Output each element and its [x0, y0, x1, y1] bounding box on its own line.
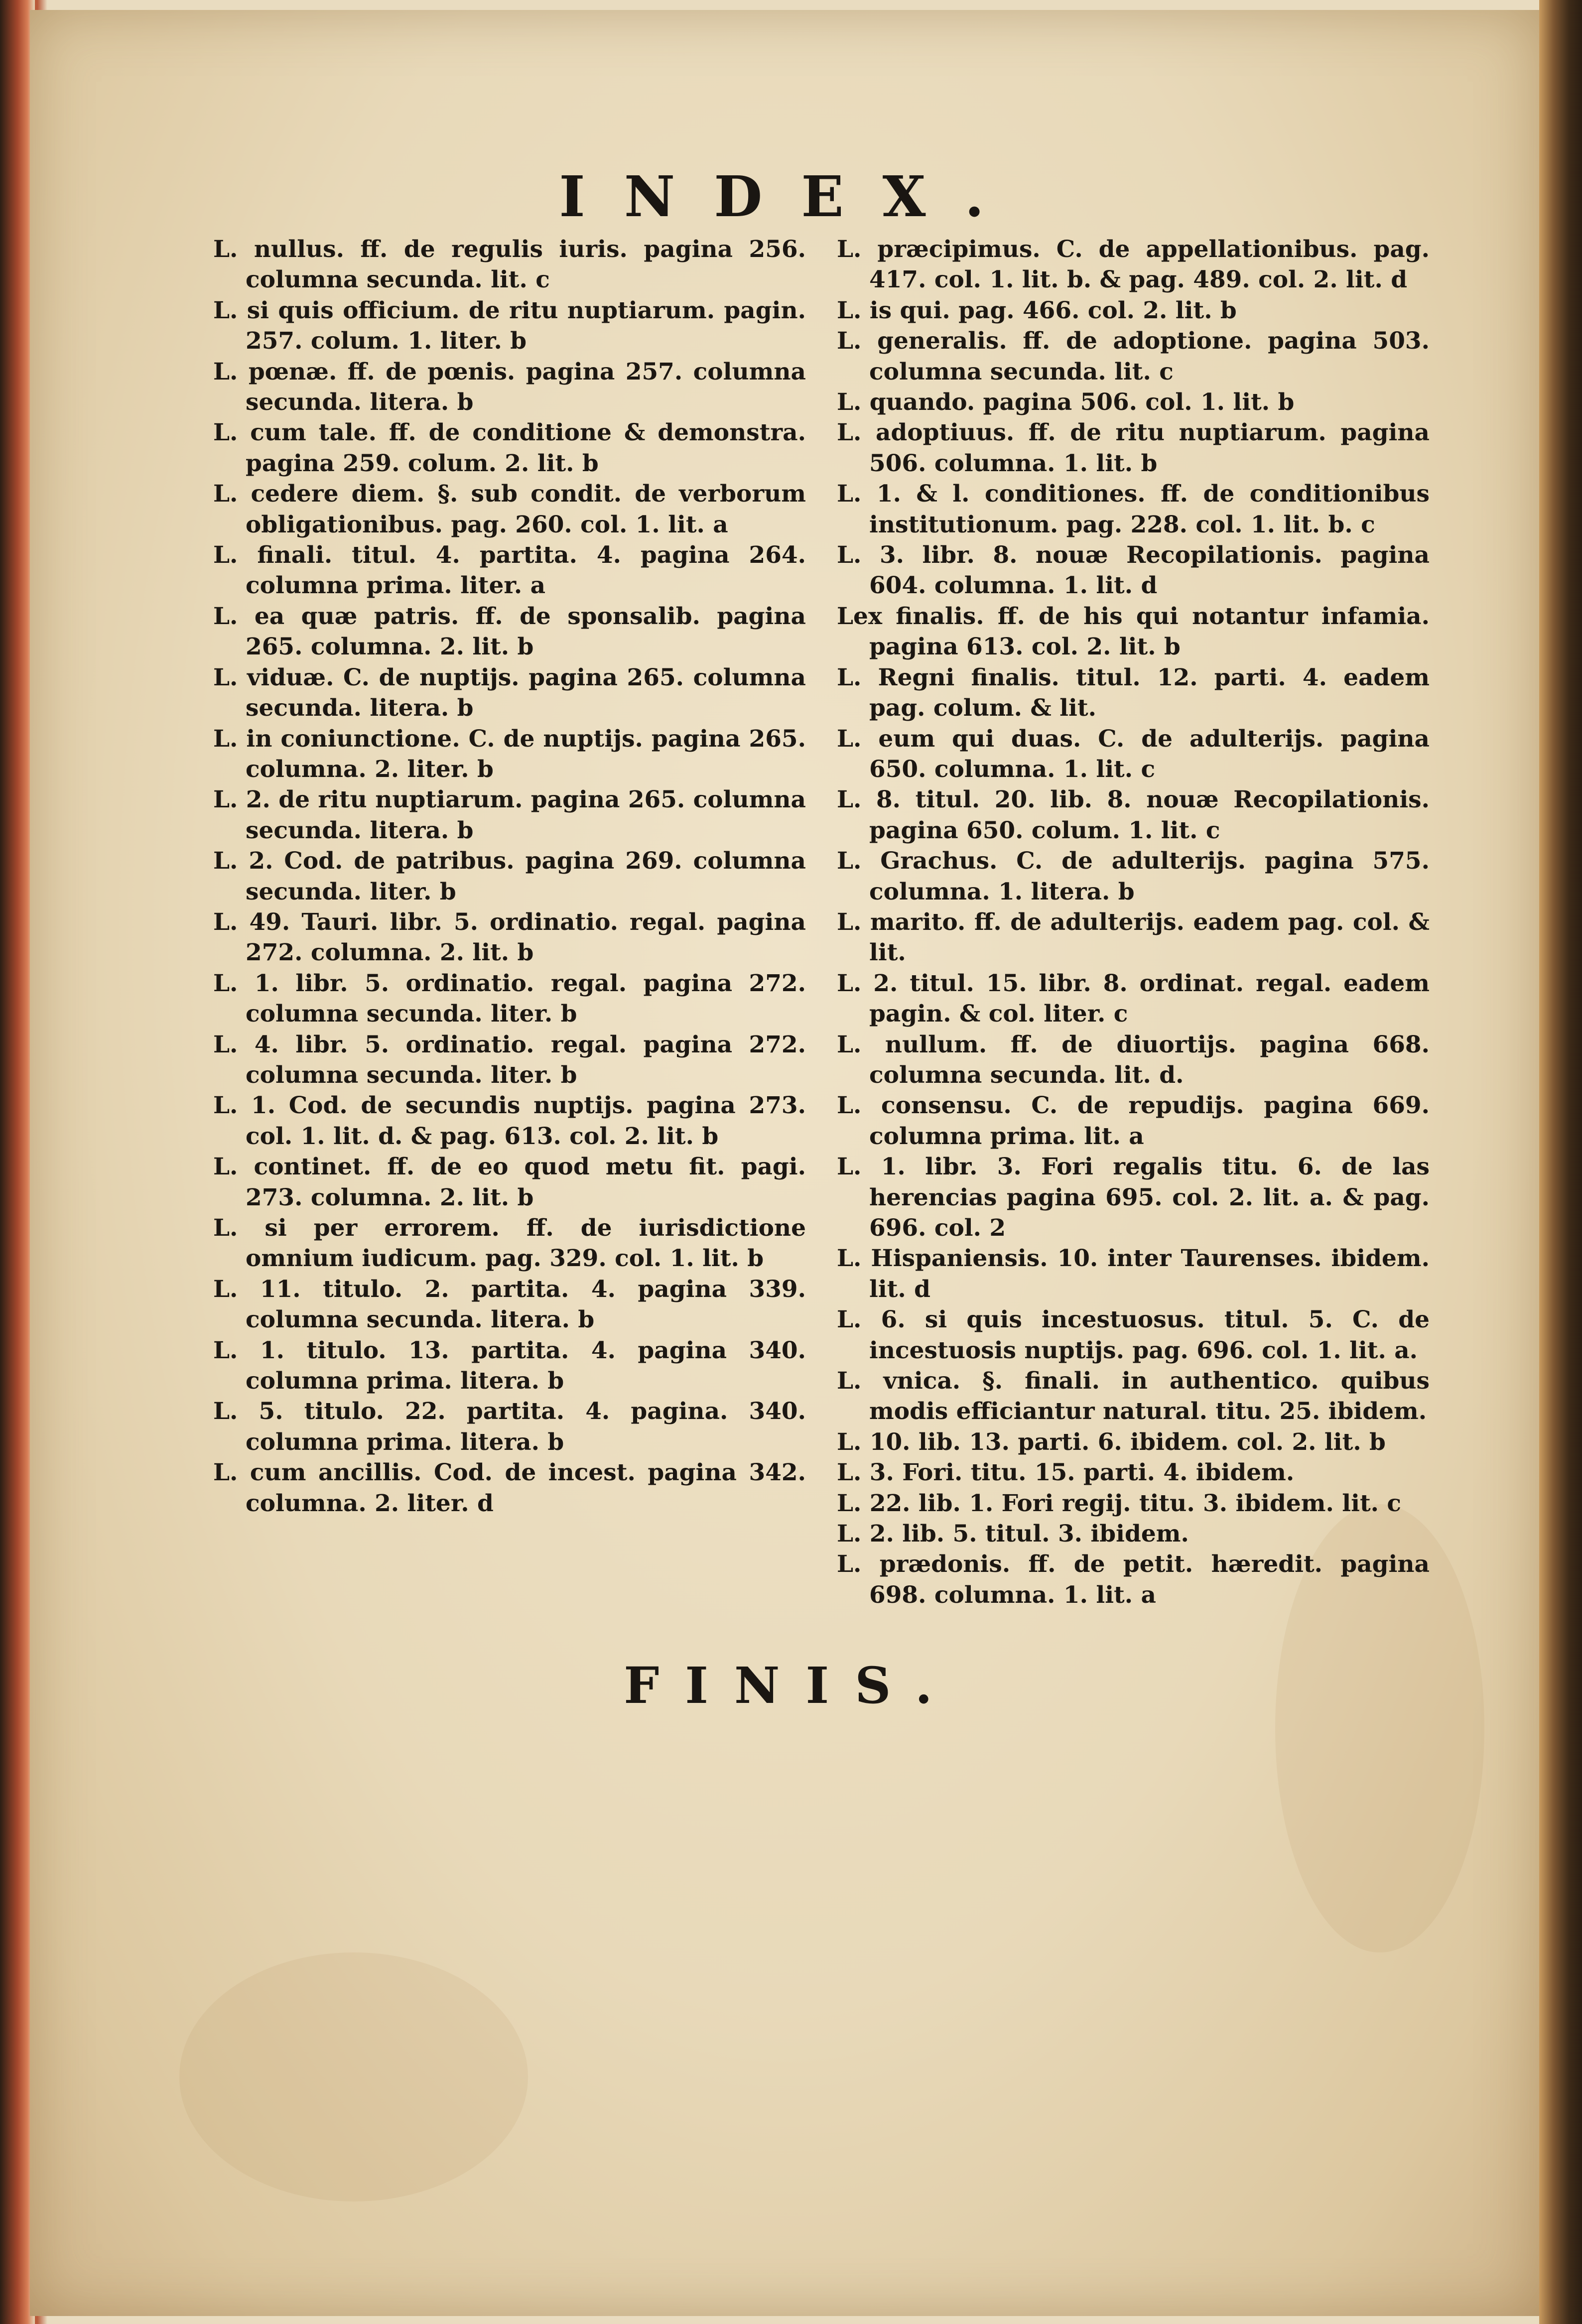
index-entry: L. 5. titulo. 22. partita. 4. pagina. 340. columna prima. litera. b: [213, 1398, 806, 1456]
index-entry: L. adoptiuus. ff. de ritu nuptiarum. pagina 506. columna. 1. lit. b: [837, 419, 1430, 477]
index-entry: L. marito. ff. de adulterijs. eadem pag. col. & lit.: [837, 908, 1430, 967]
index-entry: L. Hispaniensis. 10. inter Taurenses. ibidem. lit. d: [837, 1245, 1430, 1303]
index-entry: L. prædonis. ff. de petit. hæredit. pagina 698. columna. 1. lit. a: [837, 1550, 1430, 1609]
index-entry: L. nullus. ff. de regulis iuris. pagina 256. columna secunda. lit. c: [213, 236, 806, 294]
index-entry: L. 3. Fori. titu. 15. parti. 4. ibidem.: [837, 1459, 1295, 1487]
index-entry: L. Grachus. C. de adulterijs. pagina 575. columna. 1. litera. b: [837, 847, 1430, 905]
index-entry: L. quando. pagina 506. col. 1. lit. b: [837, 388, 1295, 416]
index-entry: Lex finalis. ff. de his qui notantur infamia. pagina 613. col. 2. lit. b: [837, 602, 1430, 661]
paper-stain: [179, 1952, 528, 2201]
index-entry: L. 1. titulo. 13. partita. 4. pagina 340. columna prima. litera. b: [213, 1336, 806, 1395]
index-entry: L. 1. & l. conditiones. ff. de conditionibus institutionum. pag. 228. col. 1. lit. b. c: [837, 480, 1430, 538]
index-entry: L. generalis. ff. de adoptione. pagina 503. columna secunda. lit. c: [837, 327, 1430, 386]
index-entry: L. 3. libr. 8. nouæ Recopilationis. pagina 604. columna. 1. lit. d: [837, 541, 1430, 600]
index-entry: L. vnica. §. finali. in authentico. quibus modis efficiantur natural. titu. 25. ibidem.: [837, 1367, 1430, 1425]
index-entry: L. 2. lib. 5. titul. 3. ibidem.: [837, 1520, 1189, 1548]
index-column-right: [837, 234, 1430, 1610]
index-entry: L. 1. Cod. de secundis nuptijs. pagina 273. col. 1. lit. d. & pag. 613. col. 2. lit. b: [213, 1092, 806, 1150]
index-column-left: [213, 234, 806, 1519]
page-title: INDEX.: [559, 164, 1023, 230]
page-fore-edge: [1539, 0, 1582, 2324]
index-entry: L. 1. libr. 5. ordinatio. regal. pagina 272. columna secunda. liter. b: [213, 969, 806, 1028]
index-entry: L. eum qui duas. C. de adulterijs. pagina 650. columna. 1. lit. c: [837, 725, 1430, 783]
index-entry: L. 4. libr. 5. ordinatio. regal. pagina 272. columna secunda. liter. b: [213, 1031, 806, 1089]
index-entry: L. 22. lib. 1. Fori regij. titu. 3. ibidem. lit. c: [837, 1489, 1402, 1517]
index-entry: L. viduæ. C. de nuptijs. pagina 265. columna secunda. litera. b: [213, 663, 806, 722]
index-entry: L. 49. Tauri. libr. 5. ordinatio. regal. pagina 272. columna. 2. lit. b: [213, 908, 806, 967]
index-entry: L. 10. lib. 13. parti. 6. ibidem. col. 2. lit. b: [837, 1428, 1386, 1456]
closing-word: FINIS.: [624, 1656, 958, 1715]
index-entry: L. præcipimus. C. de appellationibus. pag. 417. col. 1. lit. b. & pag. 489. col. 2. lit. d: [837, 236, 1430, 294]
index-entry: L. 11. titulo. 2. partita. 4. pagina 339. columna secunda. litera. b: [213, 1275, 806, 1334]
index-entry: L. Regni finalis. titul. 12. parti. 4. eadem pag. colum. & lit.: [837, 663, 1430, 722]
index-entry: L. 2. Cod. de patribus. pagina 269. columna secunda. liter. b: [213, 847, 806, 905]
index-entry: L. si per errorem. ff. de iurisdictione omnium iudicum. pag. 329. col. 1. lit. b: [213, 1214, 806, 1273]
index-entry: L. ea quæ patris. ff. de sponsalib. pagina 265. columna. 2. lit. b: [213, 602, 806, 661]
index-entry: L. 2. titul. 15. libr. 8. ordinat. regal. eadem pagin. & col. liter. c: [837, 969, 1430, 1028]
index-entry: L. cedere diem. §. sub condit. de verborum obligationibus. pag. 260. col. 1. lit. a: [213, 480, 806, 538]
index-entry: L. consensu. C. de repudijs. pagina 669. columna prima. lit. a: [837, 1092, 1430, 1150]
index-entry: L. is qui. pag. 466. col. 2. lit. b: [837, 296, 1237, 324]
index-entry: L. nullum. ff. de diuortijs. pagina 668. columna secunda. lit. d.: [837, 1031, 1430, 1089]
index-entry: L. in coniunctione. C. de nuptijs. pagina 265. columna. 2. liter. b: [213, 725, 806, 783]
index-entry: L. cum ancillis. Cod. de incest. pagina 342. columna. 2. liter. d: [213, 1459, 806, 1517]
index-entry: L. 8. titul. 20. lib. 8. nouæ Recopilationis. pagina 650. colum. 1. lit. c: [837, 786, 1430, 844]
index-entry: L. 1. libr. 3. Fori regalis titu. 6. de las herencias pagina 695. col. 2. lit. a. & pag. 696. col. 2: [837, 1153, 1430, 1242]
index-entry: L. si quis officium. de ritu nuptiarum. pagin. 257. colum. 1. liter. b: [213, 296, 806, 355]
index-entry: L. 6. si quis incestuosus. titul. 5. C. de incestuosis nuptijs. pag. 696. col. 1. lit. a.: [837, 1306, 1430, 1364]
index-entry: L. finali. titul. 4. partita. 4. pagina 264. columna prima. liter. a: [213, 541, 806, 600]
index-entry: L. 2. de ritu nuptiarum. pagina 265. columna secunda. litera. b: [213, 786, 806, 844]
index-entry: L. pœnæ. ff. de pœnis. pagina 257. columna secunda. litera. b: [213, 358, 806, 416]
index-entry: L. cum tale. ff. de conditione & demonstra. pagina 259. colum. 2. lit. b: [213, 419, 806, 477]
index-entry: L. continet. ff. de eo quod metu fit. pagi. 273. columna. 2. lit. b: [213, 1153, 806, 1211]
